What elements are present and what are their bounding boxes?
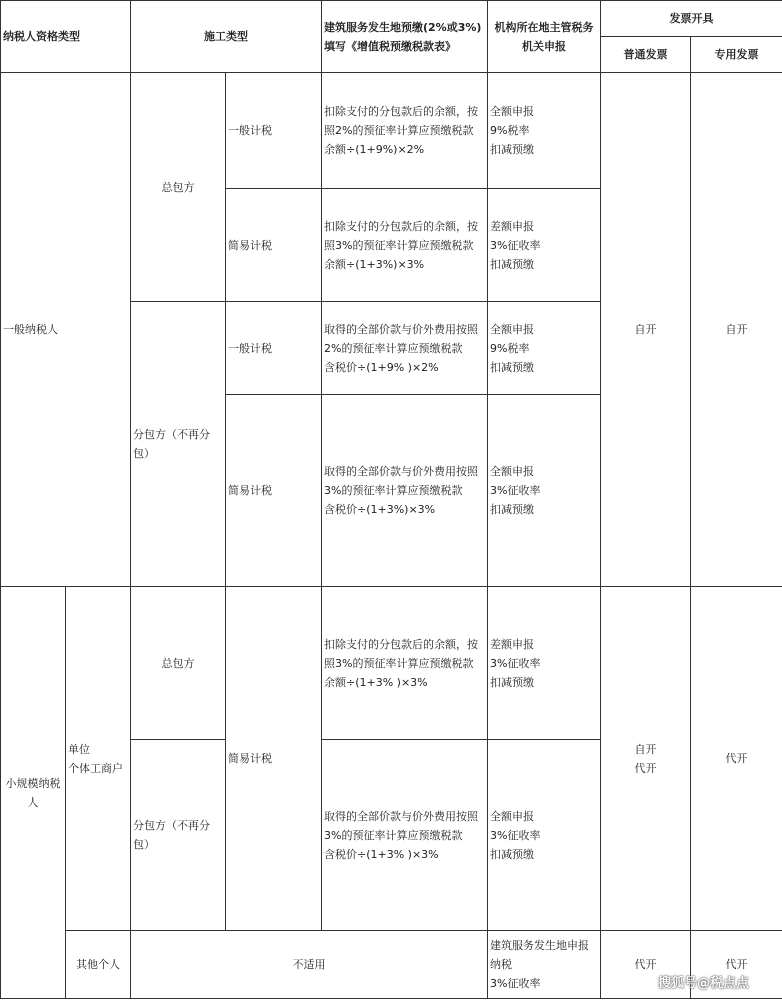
small-taxpayer-label: 小规模纳税人 (1, 587, 66, 999)
general-ordinary-invoice: 自开 (601, 73, 691, 587)
general-method: 简易计税 (226, 395, 322, 587)
small-method: 简易计税 (226, 587, 322, 931)
small-other-label: 其他个人 (66, 931, 131, 999)
general-prepay: 扣除支付的分包款后的余额，按照2%的预征率计算应预缴税款 余额÷(1+9%)×2% (322, 73, 488, 189)
watermark: 搜狐号@税点点 (658, 976, 750, 991)
small-unit-label: 单位 个体工商户 (66, 587, 131, 931)
general-taxpayer-label: 一般纳税人 (1, 73, 131, 587)
small-main-contractor: 总包方 (131, 587, 226, 740)
small-other-special-invoice: 代开 (691, 931, 782, 999)
small-special-invoice: 代开 (691, 587, 782, 931)
general-declare: 全额申报 9%税率 扣减预缴 (488, 73, 601, 189)
small-declare: 差额申报 3%征收率 扣减预缴 (488, 587, 601, 740)
general-method: 一般计税 (226, 73, 322, 189)
header-taxpayer-type: 纳税人资格类型 (1, 1, 131, 73)
general-prepay: 取得的全部价款与价外费用按照3%的预征率计算应预缴税款 含税价÷(1+3%)×3% (322, 395, 488, 587)
general-subcontractor: 分包方（不再分包） (131, 302, 226, 587)
small-other-prepay: 不适用 (131, 931, 488, 999)
general-prepay: 扣除支付的分包款后的余额，按照3%的预征率计算应预缴税款 余额÷(1+3%)×3% (322, 189, 488, 302)
general-method: 简易计税 (226, 189, 322, 302)
small-other-declare: 建筑服务发生地申报纳税 3%征收率 (488, 931, 601, 999)
small-prepay: 取得的全部价款与价外费用按照3%的预征率计算应预缴税款 含税价÷(1+3% )×3% (322, 740, 488, 931)
general-main-contractor: 总包方 (131, 73, 226, 302)
header-declare: 机构所在地主管税务 机关申报 (488, 1, 601, 73)
small-declare: 全额申报 3%征收率 扣减预缴 (488, 740, 601, 931)
header-ordinary-invoice: 普通发票 (601, 37, 691, 73)
header-construction-type: 施工类型 (131, 1, 322, 73)
general-declare: 全额申报 9%税率 扣减预缴 (488, 302, 601, 395)
small-subcontractor: 分包方（不再分包） (131, 740, 226, 931)
general-declare: 全额申报 3%征收率 扣减预缴 (488, 395, 601, 587)
header-prepay: 建筑服务发生地预缴(2%或3%) 填写《增值税预缴税款表》 (322, 1, 488, 73)
general-prepay: 取得的全部价款与价外费用按照2%的预征率计算应预缴税款 含税价÷(1+9% )×2% (322, 302, 488, 395)
general-method: 一般计税 (226, 302, 322, 395)
header-special-invoice: 专用发票 (691, 37, 782, 73)
small-prepay: 扣除支付的分包款后的余额，按照3%的预征率计算应预缴税款 余额÷(1+3% )×3% (322, 587, 488, 740)
small-ordinary-invoice: 自开 代开 (601, 587, 691, 931)
small-other-ordinary-invoice: 代开 (601, 931, 691, 999)
header-invoice: 发票开具 (601, 1, 782, 37)
general-special-invoice: 自开 (691, 73, 782, 587)
general-declare: 差额申报 3%征收率 扣减预缴 (488, 189, 601, 302)
